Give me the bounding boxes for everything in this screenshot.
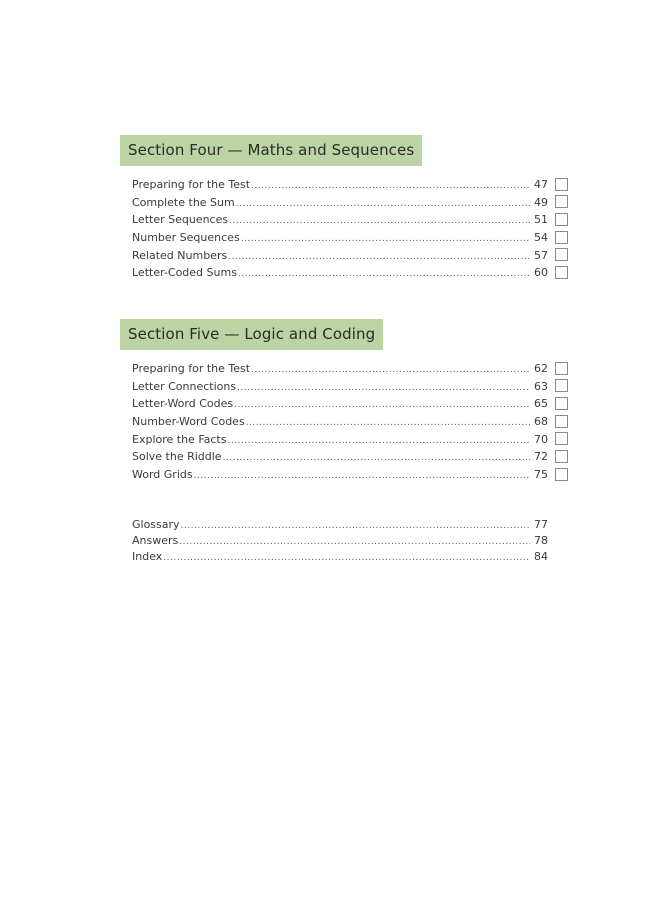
dot-leader	[179, 534, 530, 549]
entry-title: Number-Word Codes	[132, 415, 245, 429]
entry-page-number: 47	[534, 178, 548, 191]
entry-page-number: 70	[534, 432, 548, 446]
entry-page-number: 84	[534, 550, 548, 563]
entry-page-number: 49	[534, 195, 548, 209]
entry-page-number: 51	[534, 213, 548, 227]
toc-entry[interactable]	[132, 395, 572, 413]
progress-checkbox[interactable]	[555, 450, 568, 463]
toc-entry-glossary[interactable]	[132, 517, 548, 533]
dot-leader	[241, 231, 530, 247]
entry-title: Word Grids	[132, 468, 193, 482]
dot-leader	[251, 362, 530, 378]
progress-checkbox[interactable]	[555, 178, 568, 191]
entry-page-number: 78	[534, 534, 548, 547]
entry-title: Preparing for the Test	[132, 362, 251, 375]
toc-entry[interactable]	[132, 176, 572, 194]
progress-checkbox[interactable]	[555, 468, 568, 481]
section-heading: Section Four — Maths and Sequences	[120, 135, 422, 166]
dot-leader	[227, 433, 530, 449]
toc-entry[interactable]	[132, 264, 572, 282]
section-heading: Section Five — Logic and Coding	[120, 319, 383, 350]
entry-title: Letter-Word Codes	[132, 397, 234, 411]
toc-entry[interactable]	[132, 448, 572, 466]
section-entries	[132, 176, 572, 282]
section-five	[120, 319, 572, 484]
progress-checkbox[interactable]	[555, 266, 568, 279]
back-matter-entries	[132, 517, 548, 565]
entry-page-number: 62	[534, 362, 548, 375]
entry-title: Number Sequences	[132, 231, 240, 245]
dot-leader	[234, 397, 530, 413]
dot-leader	[163, 550, 530, 565]
dot-leader	[229, 213, 530, 229]
toc-entry-index[interactable]	[132, 549, 548, 565]
toc-entry[interactable]	[132, 431, 572, 449]
entry-page-number: 60	[534, 266, 548, 280]
progress-checkbox[interactable]	[555, 248, 568, 261]
progress-checkbox[interactable]	[555, 397, 568, 410]
entry-title: Glossary	[132, 518, 180, 531]
entry-page-number: 68	[534, 415, 548, 429]
progress-checkbox[interactable]	[555, 432, 568, 445]
dot-leader	[246, 415, 530, 431]
entry-title: Index	[132, 550, 163, 563]
progress-checkbox[interactable]	[555, 213, 568, 226]
section-entries	[132, 360, 572, 484]
toc-entry[interactable]	[132, 229, 572, 247]
dot-leader	[238, 266, 530, 282]
progress-checkbox[interactable]	[555, 379, 568, 392]
entry-page-number: 75	[534, 468, 548, 482]
dot-leader	[236, 196, 530, 212]
toc-entry[interactable]	[132, 466, 572, 484]
entry-page-number: 63	[534, 379, 548, 393]
toc-entry[interactable]	[132, 378, 572, 396]
dot-leader	[181, 518, 530, 533]
toc-entry[interactable]	[132, 413, 572, 431]
entry-title: Preparing for the Test	[132, 178, 251, 191]
dot-leader	[237, 380, 530, 396]
progress-checkbox[interactable]	[555, 231, 568, 244]
toc-entry[interactable]	[132, 211, 572, 229]
dot-leader	[194, 468, 530, 484]
entry-title: Complete the Sum	[132, 195, 235, 209]
entry-page-number: 65	[534, 397, 548, 411]
entry-title: Related Numbers	[132, 248, 228, 262]
dot-leader	[223, 450, 530, 466]
section-four	[120, 135, 572, 282]
entry-title: Letter Sequences	[132, 213, 229, 227]
entry-page-number: 54	[534, 231, 548, 245]
dot-leader	[228, 249, 530, 265]
entry-page-number: 77	[534, 518, 548, 531]
entry-title: Letter-Coded Sums	[132, 266, 237, 280]
entry-title: Answers	[132, 534, 179, 547]
entry-title: Letter Connections	[132, 379, 237, 393]
progress-checkbox[interactable]	[555, 415, 568, 428]
toc-entry[interactable]	[132, 194, 572, 212]
dot-leader	[251, 178, 530, 194]
entry-page-number: 57	[534, 248, 548, 262]
entry-title: Solve the Riddle	[132, 450, 222, 464]
entry-page-number: 72	[534, 450, 548, 464]
toc-entry[interactable]	[132, 360, 572, 378]
toc-entry[interactable]	[132, 247, 572, 265]
progress-checkbox[interactable]	[555, 362, 568, 375]
entry-title: Explore the Facts	[132, 432, 227, 446]
toc-entry-answers[interactable]	[132, 533, 548, 549]
progress-checkbox[interactable]	[555, 195, 568, 208]
